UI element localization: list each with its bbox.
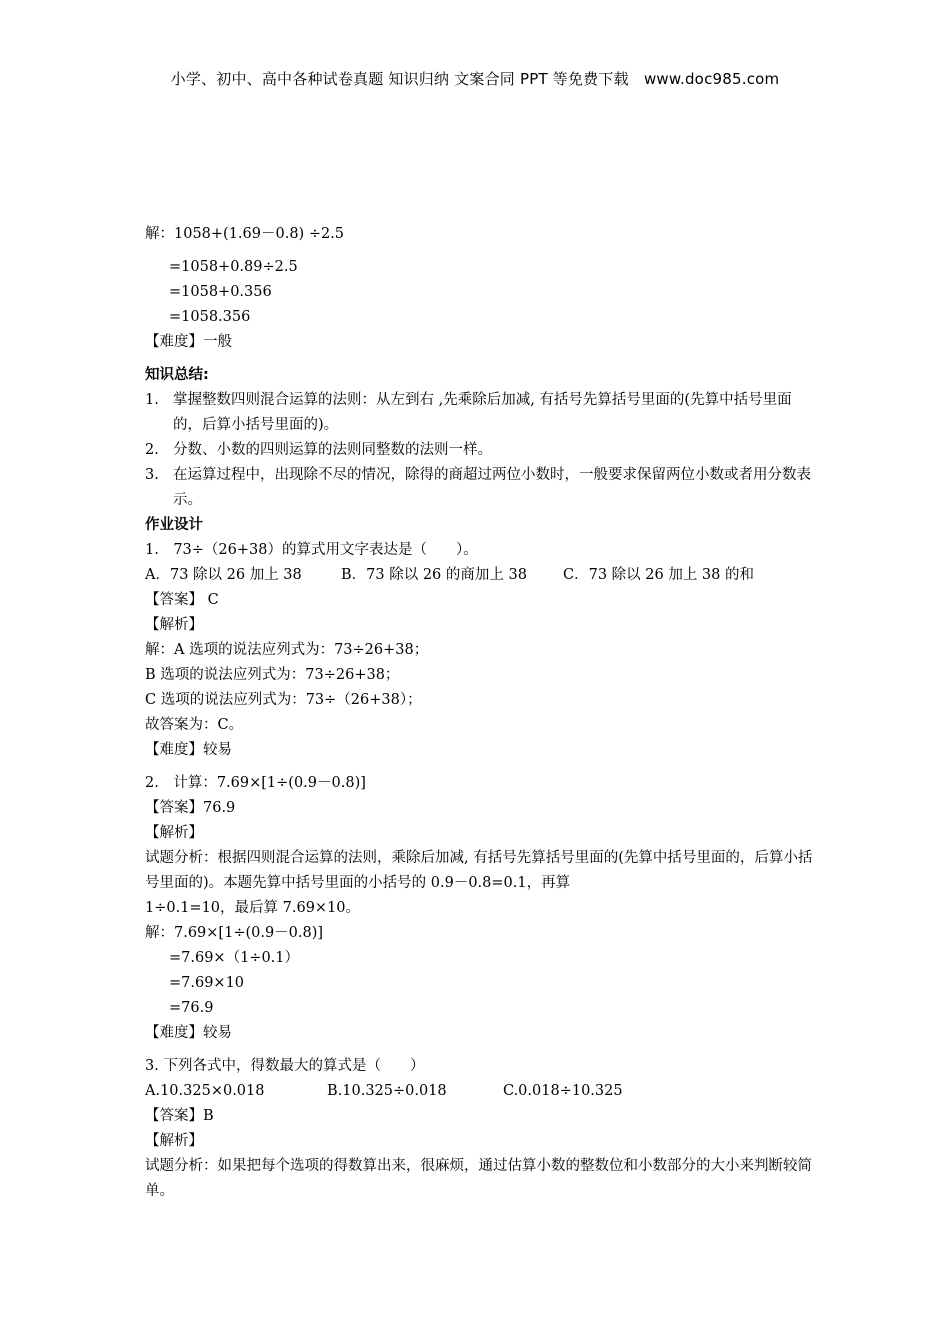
summary-item (145, 438, 815, 463)
solution-step: =76.9 (169, 1000, 214, 1016)
question-1-stem: 1. 73÷（26+38）的算式用文字表达是（ ）。 (145, 542, 478, 558)
summary-item-text: 在运算过程中，出现除不尽的情况，除得的商超过两位小数时，一般要求保留两位小数或者用分数表示。 (173, 467, 811, 508)
homework-heading: 作业设计 (145, 517, 203, 533)
analysis-label: 【解析】 (145, 617, 203, 633)
solution-first-line: 解：7.69×[1÷(0.9－0.8)] (145, 925, 324, 941)
difficulty-label: 【难度】较易 (145, 1025, 232, 1041)
answer-label: 【答案】76.9 (145, 800, 236, 816)
analysis-text: 试题分析：如果把每个选项的得数算出来，很麻烦，通过估算小数的整数位和小数部分的大小来判断较简单。 (145, 1158, 812, 1199)
summary-item (145, 463, 815, 513)
page-header-banner: 小学、初中、高中各种试卷真题 知识归纳 文案合同 PPT 等免费下载 www.doc985.com (170, 70, 780, 88)
summary-item-number: 2. (145, 442, 159, 458)
analysis-text: 试题分析：根据四则混合运算的法则，乘除后加减, 有括号先算括号里面的(先算中括号里面的，后算小括号里面的)。本题先算中括号里面的小括号的 0.9－0.8=0.1，再算 (145, 850, 813, 891)
answer-label: 【答案】 C (145, 592, 219, 608)
analysis-label: 【解析】 (145, 1133, 203, 1149)
explanation-line: C 选项的说法应列式为：73÷（26+38）； (145, 692, 422, 708)
answer-label: 【答案】B (145, 1108, 214, 1124)
solution-step: =1058.356 (169, 309, 251, 325)
explanation-line: 故答案为：C。 (145, 717, 244, 733)
solution-step: =7.69×10 (169, 975, 245, 991)
option-c: C．73 除以 26 加上 38 的和 (563, 567, 754, 583)
option-a: A．73 除以 26 加上 38 (145, 567, 302, 583)
explanation-line: B 选项的说法应列式为：73÷26+38； (145, 667, 400, 683)
question-3-options (145, 1079, 815, 1104)
question-2-stem: 2. 计算：7.69×[1÷(0.9－0.8)] (145, 775, 366, 791)
summary-item-number: 1. (145, 392, 159, 408)
analysis-text-continued: 1÷0.1=10，最后算 7.69×10。 (145, 900, 361, 916)
difficulty-label: 【难度】一般 (145, 334, 232, 350)
solution-step: =1058+0.89÷2.5 (169, 259, 298, 275)
summary-heading: 知识总结: (145, 367, 209, 383)
summary-item-number: 3. (145, 467, 159, 483)
option-b: B.10.325÷0.018 (327, 1083, 447, 1099)
solution-first-line: 解：1058+(1.69－0.8) ÷2.5 (145, 226, 345, 242)
summary-item-text: 分数、小数的四则运算的法则同整数的法则一样。 (173, 442, 492, 458)
summary-item (145, 388, 815, 438)
difficulty-label: 【难度】较易 (145, 742, 232, 758)
analysis-label: 【解析】 (145, 825, 203, 841)
document-body (145, 222, 815, 1204)
solution-step: =1058+0.356 (169, 284, 272, 300)
option-c: C.0.018÷10.325 (503, 1083, 623, 1099)
option-a: A.10.325×0.018 (145, 1083, 265, 1099)
explanation-line: 解：A 选项的说法应列式为：73÷26+38； (145, 642, 429, 658)
solution-step: =7.69×（1÷0.1） (169, 950, 300, 966)
summary-item-text: 掌握整数四则混合运算的法则：从左到右 ,先乘除后加减, 有括号先算括号里面的(先算中括号里面的，后算小括号里面的)。 (173, 392, 792, 433)
question-1-options (145, 563, 815, 588)
option-b: B．73 除以 26 的商加上 38 (341, 567, 527, 583)
question-3-stem: 3. 下列各式中，得数最大的算式是（ ） (145, 1058, 425, 1074)
